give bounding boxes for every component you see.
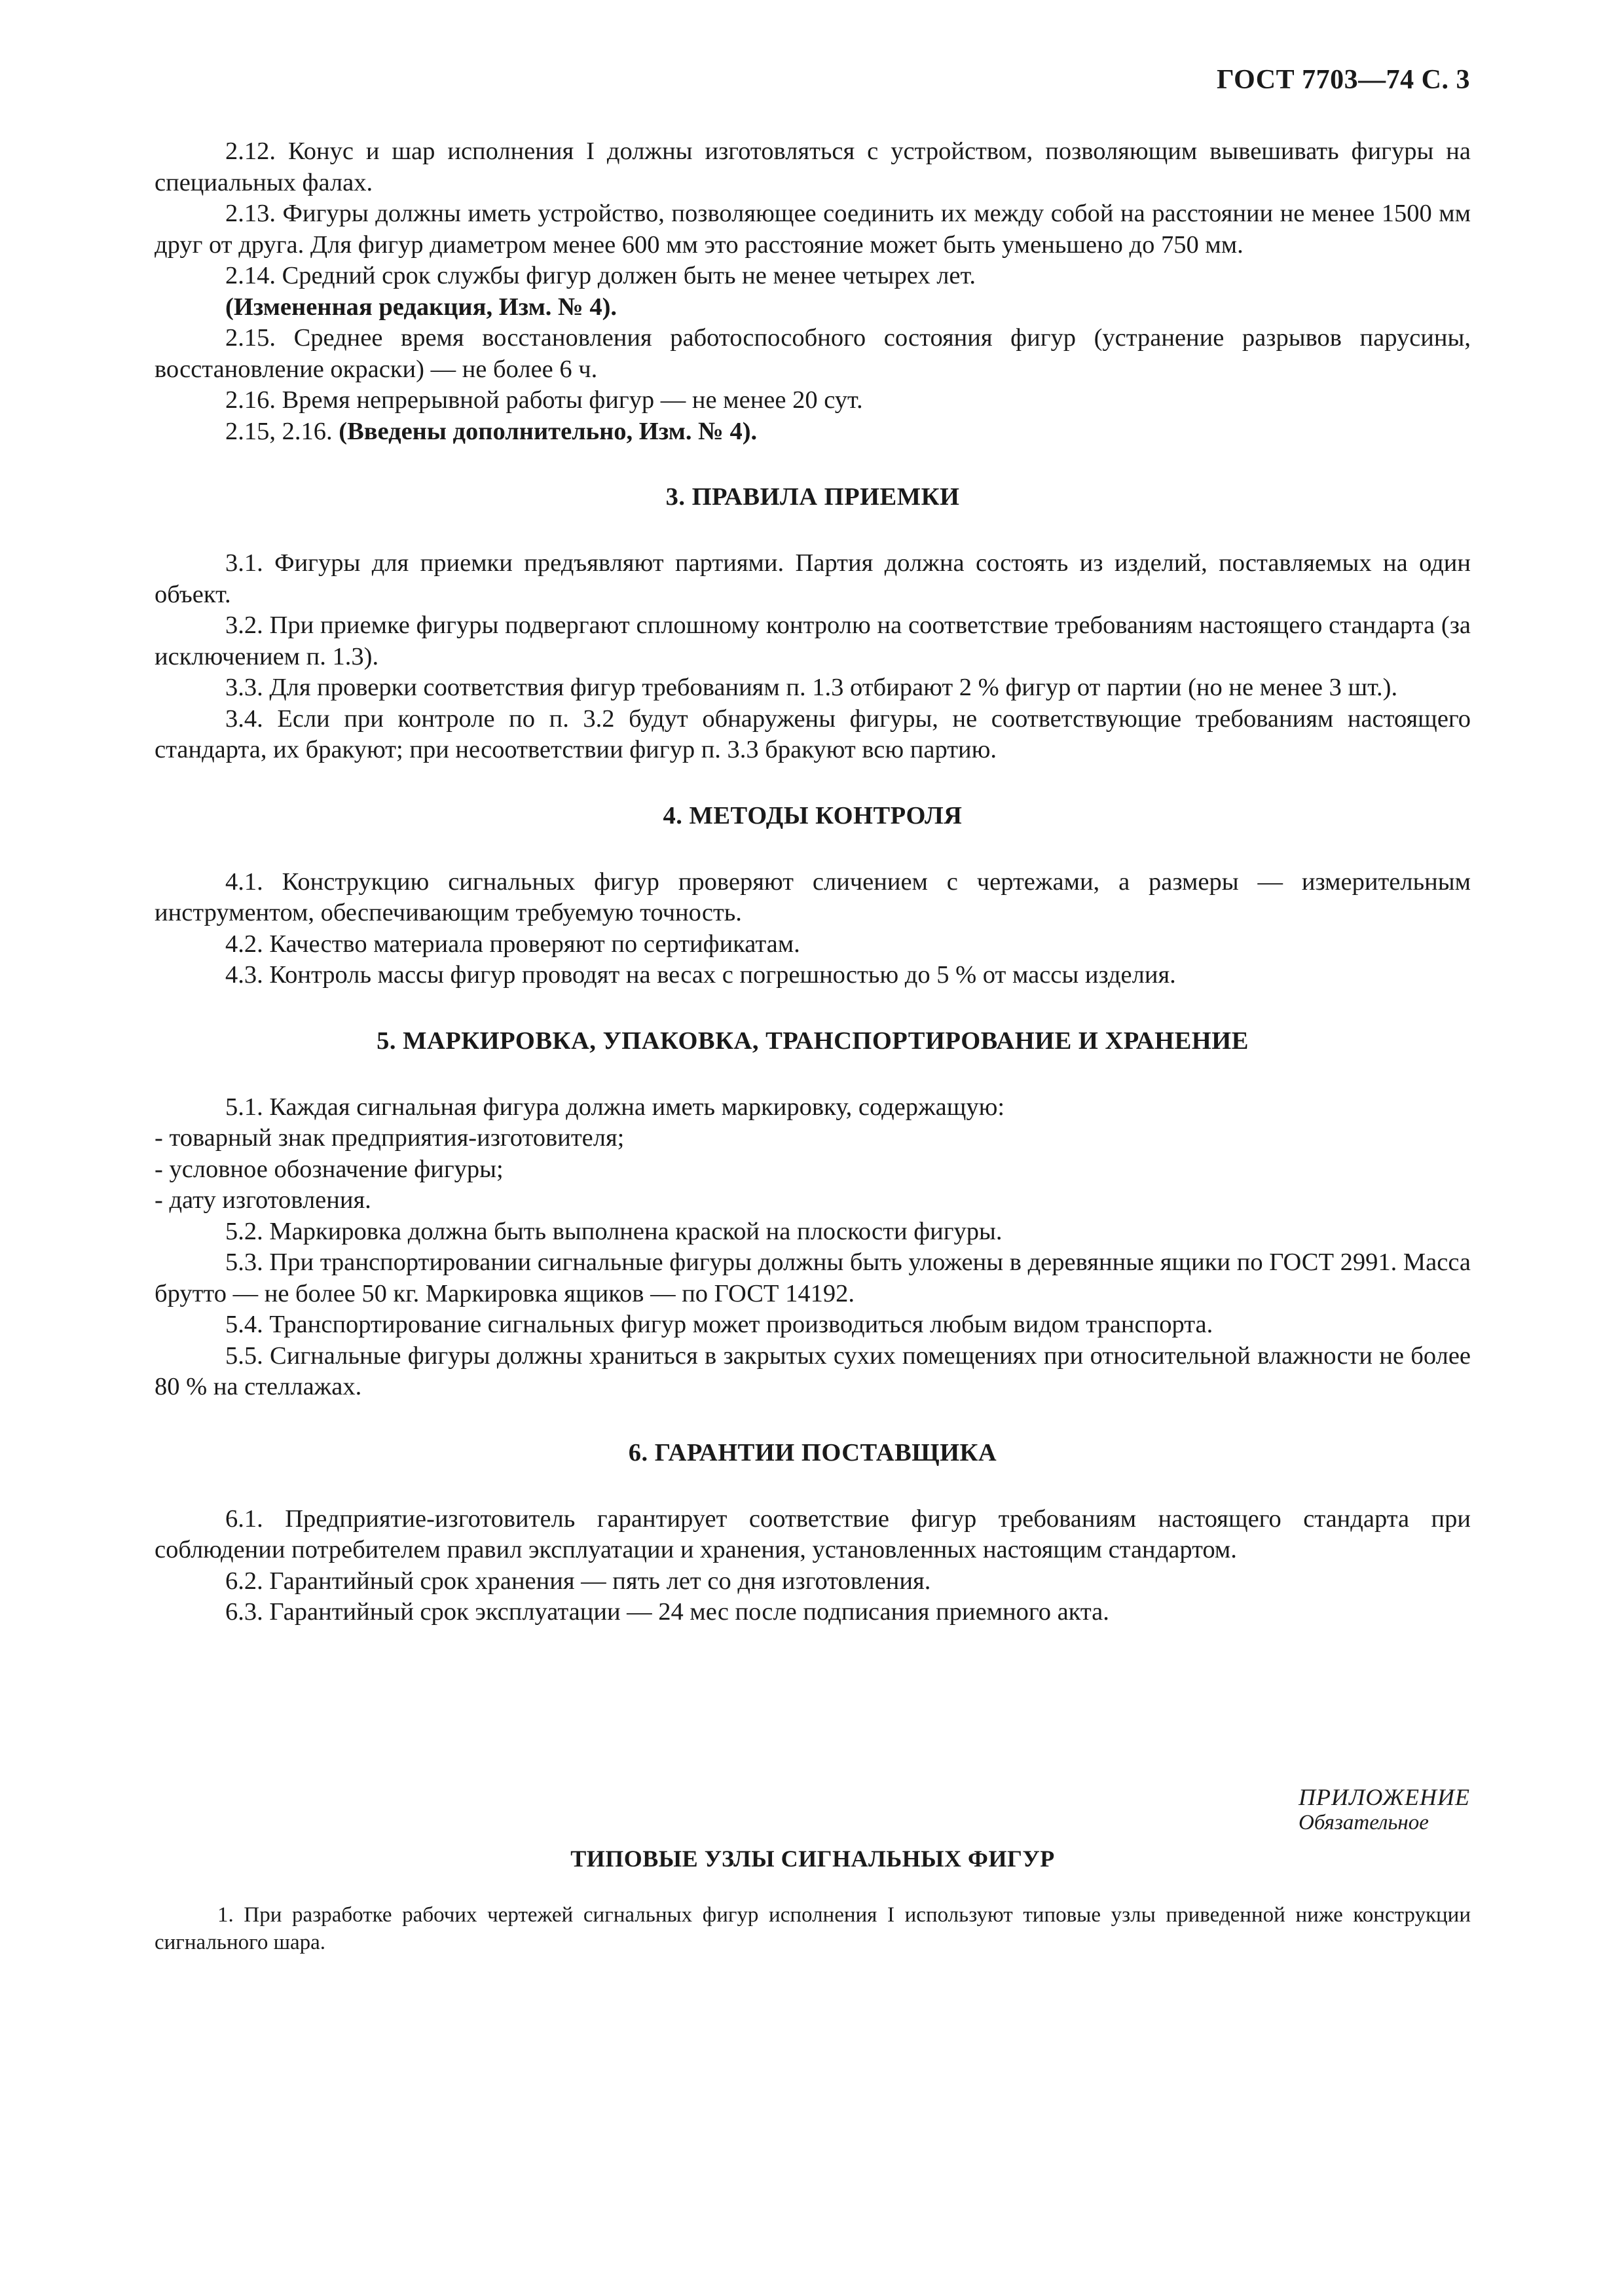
document-body (155, 136, 1471, 1628)
section-title-control-methods: 4. МЕТОДЫ КОНТРОЛЯ (663, 801, 963, 829)
clause-2-15: 2.15. Среднее время восстановления работоспособного состояния фигур (устранение разрывов парусины, восстановление окраски) — не более 6 ч. (155, 324, 1471, 383)
clause-5-5: 5.5. Сигнальные фигуры должны храниться в закрытых сухих помещениях при относительной влажности не более 80 % на стеллажах. (155, 1341, 1471, 1400)
clause-3-2: 3.2. При приемке фигуры подвергают сплошному контролю на соответствие требованиям настоящего стандарта (за исключением п. 1.3). (155, 611, 1471, 670)
appendix-title: ТИПОВЫЕ УЗЛЫ СИГНАЛЬНЫХ ФИГУР (570, 1846, 1055, 1872)
appendix-label-sub: Обязательное (1299, 1811, 1429, 1834)
appendix-label-main: ПРИЛОЖЕНИЕ (1299, 1784, 1470, 1810)
section-title-acceptance: 3. ПРАВИЛА ПРИЕМКИ (665, 483, 960, 511)
clause-5-2: 5.2. Маркировка должна быть выполнена краской на плоскости фигуры. (225, 1217, 1003, 1245)
clause-6-2: 6.2. Гарантийный срок хранения — пять лет со дня изготовления. (225, 1567, 931, 1595)
clause-4-2: 4.2. Качество материала проверяют по сертификатам. (225, 930, 800, 958)
clause-3-4: 3.4. Если при контроле по п. 3.2 будут обнаружены фигуры, не соответствующие требованиям настоящего стандарта, их бракуют; при несоответствии фигур п. 3.3 бракуют всю партию. (155, 704, 1471, 763)
clause-2-12: 2.12. Конус и шар исполнения I должны изготовляться с устройством, позволяющим вывешивать фигуры на специальных фалах. (155, 137, 1471, 196)
clause-2-14: 2.14. Средний срок службы фигур должен быть не менее четырех лет. (225, 262, 976, 289)
clause-2-13: 2.13. Фигуры должны иметь устройство, позволяющее соединить их между собой на расстоянии не менее 1500 мм друг от друга. Для фигур диаметром менее 600 мм это расстояние может быть уменьшено до 750 мм. (155, 200, 1471, 259)
clause-4-3: 4.3. Контроль массы фигур проводят на весах с погрешностью до 5 % от массы изделия. (225, 961, 1176, 989)
list-item: - товарный знак предприятия-изготовителя; (155, 1124, 625, 1152)
appendix-label (1299, 1783, 1470, 1835)
section-title-guarantees: 6. ГАРАНТИИ ПОСТАВЩИКА (628, 1438, 997, 1467)
clause-6-1: 6.1. Предприятие-изготовитель гарантирует соответствие фигур требованиям настоящего стандарта при соблюдении потребителем правил эксплуатации и хранения, установленных настоящим стандартом. (155, 1504, 1471, 1563)
clause-2-16: 2.16. Время непрерывной работы фигур — не менее 20 сут. (225, 386, 863, 414)
amendment-note-prefix: 2.15, 2.16. (225, 417, 333, 445)
clause-5-4: 5.4. Транспортирование сигнальных фигур может производиться любым видом транспорта. (225, 1311, 1213, 1338)
amendment-note-text: (Введены дополнительно, Изм. № 4). (339, 417, 758, 445)
amendment-note-2-14: (Измененная редакция, Изм. № 4). (225, 293, 617, 321)
clause-5-1: 5.1. Каждая сигнальная фигура должна иметь маркировку, содержащую: (225, 1093, 1005, 1121)
page-header: ГОСТ 7703—74 С. 3 (1216, 65, 1470, 95)
clause-3-3: 3.3. Для проверки соответствия фигур требованиям п. 1.3 отбирают 2 % фигур от партии (но не менее 3 шт.). (225, 674, 1398, 701)
amendment-note-2-15-2-16 (155, 416, 1471, 448)
list-item: - дату изготовления. (155, 1186, 371, 1214)
clause-4-1: 4.1. Конструкцию сигнальных фигур проверяют сличением с чертежами, а размеры — измерительным инструментом, обеспечивающим требуемую точность. (155, 867, 1471, 926)
section-title-marking: 5. МАРКИРОВКА, УПАКОВКА, ТРАНСПОРТИРОВАНИЕ И ХРАНЕНИЕ (377, 1027, 1249, 1055)
clause-3-1: 3.1. Фигуры для приемки предъявляют партиями. Партия должна состоять из изделий, поставляемых на один объект. (155, 549, 1471, 608)
clause-5-3: 5.3. При транспортировании сигнальные фигуры должны быть уложены в деревянные ящики по ГОСТ 2991. Масса брутто — не более 50 кг. Маркировка ящиков — по ГОСТ 14192. (155, 1248, 1471, 1307)
list-item: - условное обозначение фигуры; (155, 1155, 504, 1183)
clause-6-3: 6.3. Гарантийный срок эксплуатации — 24 мес после подписания приемного акта. (225, 1598, 1109, 1626)
appendix-clause-1: 1. При разработке рабочих чертежей сигнальных фигур исполнения I используют типовые узлы приведенной ниже конструкции сигнального шара. (155, 1903, 1471, 1954)
